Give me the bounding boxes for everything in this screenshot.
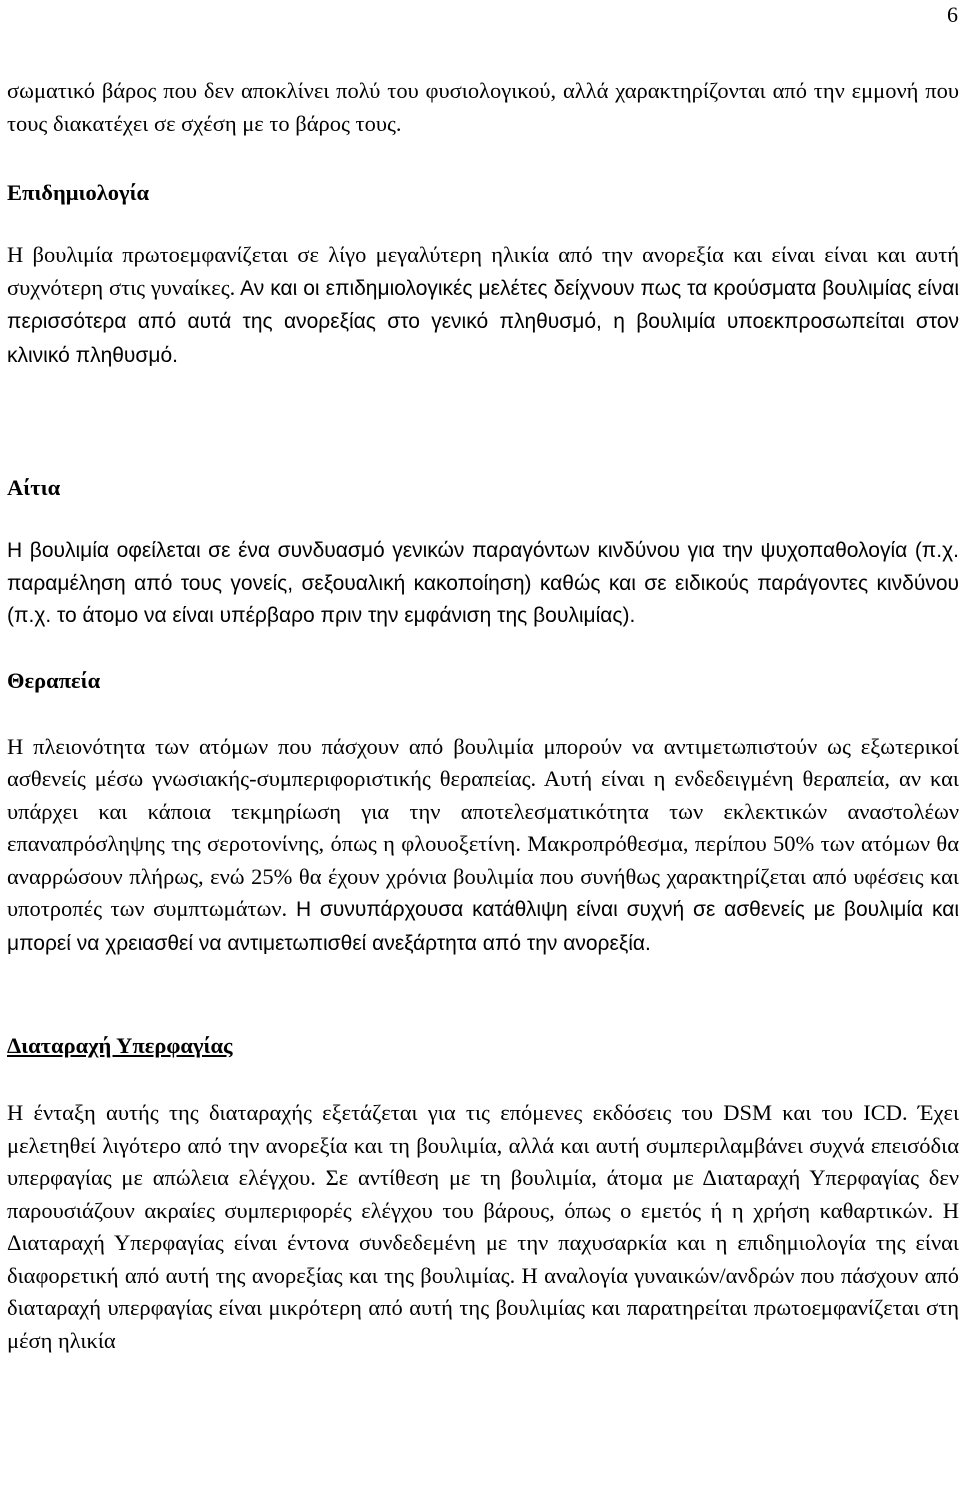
heading-causes: Αίτια	[7, 475, 61, 500]
document-body	[7, 75, 959, 1357]
heading-epidemiology: Επιδημιολογία	[7, 180, 150, 205]
epidemiology-paragraph	[7, 239, 959, 372]
causes-paragraph: Η βουλιμία οφείλεται σε ένα συνδυασμό γενικών παραγόντων κινδύνου για την ψυχοπαθολογία (π.χ. παραμέληση από τους γονείς, σεξουαλική κακοποίηση) καθώς και σε ειδικούς παράγοντες κινδύνου (π.χ. το άτομο να είναι υπέρβαρο πριν την εμφάνιση της βουλιμίας).	[7, 539, 959, 627]
therapy-text-sans: Η συνυπάρχουσα κατάθλιψη είναι συχνή σε ασθενείς με βουλιμία και μπορεί να χρειασθεί να αντιμετωπισθεί ανεξάρτητα από την ανορεξία.	[7, 898, 960, 955]
therapy-text-serif: Η πλειονότητα των ατόμων που πάσχουν από βουλιμία μπορούν να αντιμετωπιστούν ως εξωτερικοί ασθενείς μέσω γνωσιακής-συμπεριφοριστικής θεραπείας. Αυτή είναι η ενδεδειγμένη θεραπεία, αν και υπάρχει και κάποια τεκμηρίωση για την αποτελεσματικότητα των εκλεκτικών αναστολέων επαναπρόσληψης της σεροτονίνης, όπως η φλουοξετίνη. Μακροπρόθεσμα, περίπου 50% των ατόμων θα αναρρώσουν πλήρως, ενώ 25% θα έχουν χρόνια βουλιμία που συνήθως χαρακτηρίζεται από υφέσεις και υποτροπές των συμπτωμάτων.	[7, 733, 959, 921]
binge-eating-paragraph: Η ένταξη αυτής της διαταραχής εξετάζεται για τις επόμενες εκδόσεις του DSM και του ICD. Έχει μελετηθεί λιγότερο από την ανορεξία και τη βουλιμία, αλλά και αυτή συμπεριλαμβάνει συχνά επεισόδια υπερφαγίας με απώλεια ελέγχου. Σε αντίθεση με τη βουλιμία, άτομα με Διαταραχή Υπερφαγίας δεν παρουσιάζουν ακραίες συμπεριφορές ελέγχου του βάρους, όπως ο εμετός ή η χρήση καθαρτικών. Η Διαταραχή Υπερφαγίας είναι έντονα συνδεδεμένη με την παχυσαρκία και η επιδημιολογία της είναι διαφορετική από αυτή της ανορεξίας και της βουλιμίας. Η αναλογία γυναικών/ανδρών που πάσχουν από διαταραχή υπερφαγίας είναι μικρότερη από αυτή της βουλιμίας και παρατηρείται πρωτοεμφανίζεται στη μέση ηλικία	[7, 1100, 959, 1353]
page-number: 6	[947, 2, 958, 27]
epidemiology-text-serif: Η βουλιμία πρωτοεμφανίζεται σε λίγο μεγαλύτερη ηλικία από την ανορεξία και είναι είναι και αυτή συχνότερη στις γυναίκες.	[7, 242, 959, 300]
heading-binge-eating: Διαταραχή Υπερφαγίας	[7, 1033, 233, 1058]
heading-therapy: Θεραπεία	[7, 667, 101, 693]
epidemiology-text-sans: Αν και οι επιδημιολογικές μελέτες δείχνουν πως τα κρούσματα βουλιμίας είναι περισσότερα από αυτά της ανορεξίας στο γενικό πληθυσμό, η βουλιμία υποεκπροσωπείται στον κλινικό πληθυσμό.	[7, 276, 959, 367]
intro-paragraph: σωματικό βάρος που δεν αποκλίνει πολύ του φυσιολογικού, αλλά χαρακτηρίζονται από την εμμονή που τους διακατέχει σε σχέση με το βάρος τους.	[7, 78, 959, 136]
therapy-paragraph	[7, 731, 959, 961]
